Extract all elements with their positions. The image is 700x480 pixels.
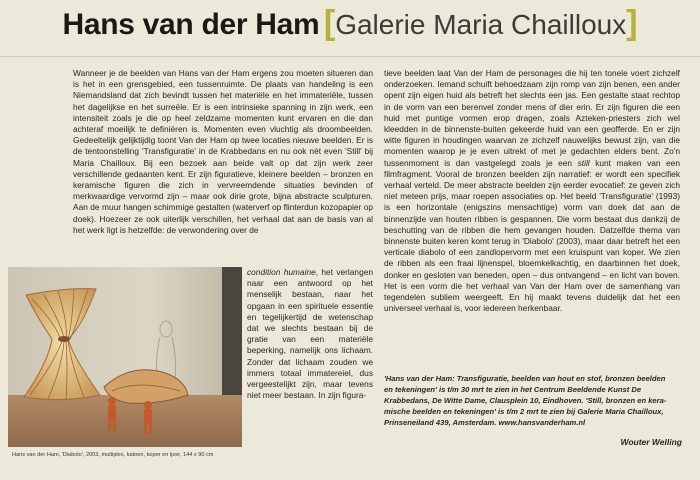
diabolo-sculpture-image	[8, 267, 242, 447]
artwork-photo	[8, 267, 242, 447]
exhibition-info	[384, 374, 674, 429]
artist-name: Hans van der Ham	[62, 8, 320, 41]
body-italic-condition: condition humaine	[247, 267, 316, 277]
body-column-right	[384, 68, 680, 368]
bracket-close: ]	[626, 4, 638, 42]
bracket-open: [	[323, 4, 336, 42]
body-left-text: Wanneer je de beelden van Hans van der Ham ergens zou moeten situeren dan is het in een grensgebied, een tussenruimte. De plaats van handeling is een Niemandsland dat zich bevindt tussen het materiële en het immateriële, tussen het dagelijkse en het surreële. Er is een intrinsieke spanning in zijn werk, een intensiteit zoals je die op heel zeldzame momenten kunt ervaren en die dan achteraf moeilijk te definiëren is. Momenten even vluchtig als droombeelden. Gedeeltelijk gelijktijdig toont Van der Ham op twee locaties nieuwe beelden. Er is de tentoonstelling 'Transfiguratie' in de Krabbedans en nu ook nèt even 'Still' bij Maria Chailloux. Bij een bezoek aan beide valt op dat zijn werk zeer verschillende gedaanten kent. Er zijn figuratieve, kleinere beelden – bronzen en keramische figuren die zich in vervreemdende situaties bevinden of merkwaardige vervormd zijn – maar ook dirie grote, bijna abstracte sculpturen. Aan de muur hangen schimmige gestalten (waterverf op flinterdun kozopapier op doek). Hoezeer ze ook uiterlijk verschillen, het verhaal dat aan de basis van al het werk ligt is hetzelfde: de verwondering over de	[73, 68, 373, 235]
body-right-part-2: kunt maken van een filmfragment. Vooral de bronzen beelden zijn narratief: er wordt een specifiek verhaal verteld. De meer abstracte beelden zijn eerder evocatief: ze geven zich niet meteen prijs, maar roepen associaties op. Het beeld 'Transfiguratie' (1993) is een horizontale (enigszins mensachtige) vorm van doek dat aan de binnenzijde van houten ribben is gespannen. Die vorm bestaat dus dankzij de beschutting van de ribben die hem gevangen houden. Datzelfde thema van binnenste buiten keren komt terug in 'Diabolo' (2003), maar daar betreft het een verticale diabolo of een zandlopervorm met een kruispunt van koper. We zien de ribben als een fraai lijnenspel, bloemkelkachtig, en daarbinnen het doek, donker en gesloten van beneden, open – dus ontvangend – en licht van boven. Het is een vorm die het verhaal van Van der Ham over de samenhang van tegendelen subliem weergeeft. En hij maakt tevens duidelijk dat het een universeel verhaal is, voor iedereen herkenbaar.	[384, 157, 680, 314]
body-italic-still: still	[577, 157, 590, 168]
info-line: mische beelden en tekeningen' is t/m 2 mrt te zien bij Galerie Maria Chailloux,	[384, 406, 664, 416]
info-line: 'Hans van der Ham: Transfiguratie, beelden van hout en stof, bronzen beelden	[384, 374, 666, 383]
body-column-left-narrow	[247, 267, 373, 457]
body-left-continuation: , het verlangen naar een antwoord op het menselijk bestaan, naar het opgaan in een spirituele essentie en tegelijkertijd de wetenschap dat we slechts bestaan bij de gratie van een materiële beperking, namelijk ons lichaam. Zonder dat lichaam zouden we immers totaal immatereiel, dus vergeestelijkt zijn, maar tevens niet meer bestaan. In zijn figura-	[247, 267, 373, 401]
info-line: Krabbedans, De Witte Dame, Clausplein 10, Eindhoven. 'Still, bronzen en kera-	[384, 395, 667, 405]
photo-caption: Hans van der Ham, 'Diabolo', 2003, multiplex, katoen, koper en ijzer, 144 x 90 cm	[12, 452, 214, 458]
article-header	[0, 4, 700, 48]
info-line: en tekeningen' is t/m 30 mrt te zien in het Centrum Beeldende Kunst De	[384, 384, 642, 394]
gallery-name: Galerie Maria Chailloux	[335, 9, 627, 40]
info-line: Prinseneiland 439, Amsterdam. www.hansvanderham.nl	[384, 417, 586, 427]
body-column-left	[73, 68, 373, 266]
author-signature: Wouter Welling	[620, 437, 682, 447]
header-divider	[0, 56, 700, 57]
body-right-part-1: tieve beelden laat Van der Ham de personages die hij ten tonele voert zichzelf onderzoeken. Iemand schuift behoedzaam zijn romp van zijn benen, een ander opent zijn eigen huid als betreft het slechts een jas. Een gestalte staat rechtop in de vorm van een berenvel zonder mens of dier erin. Er zijn figuren die een huid met puntige vormen erop dragen, zoals Azteken-priesters zich wel kleedden in de binnenste-buiten gekeerde huid van een geofferde. En er zijn witte figuren in houdingen waarvan ze zichzelf nauwelijks bewust zijn, van die momenten waarop je je even uitrekt of met je gedachten elders bent. Zo'n tussenmoment is dan vastgelegd zoals je een	[384, 68, 680, 168]
